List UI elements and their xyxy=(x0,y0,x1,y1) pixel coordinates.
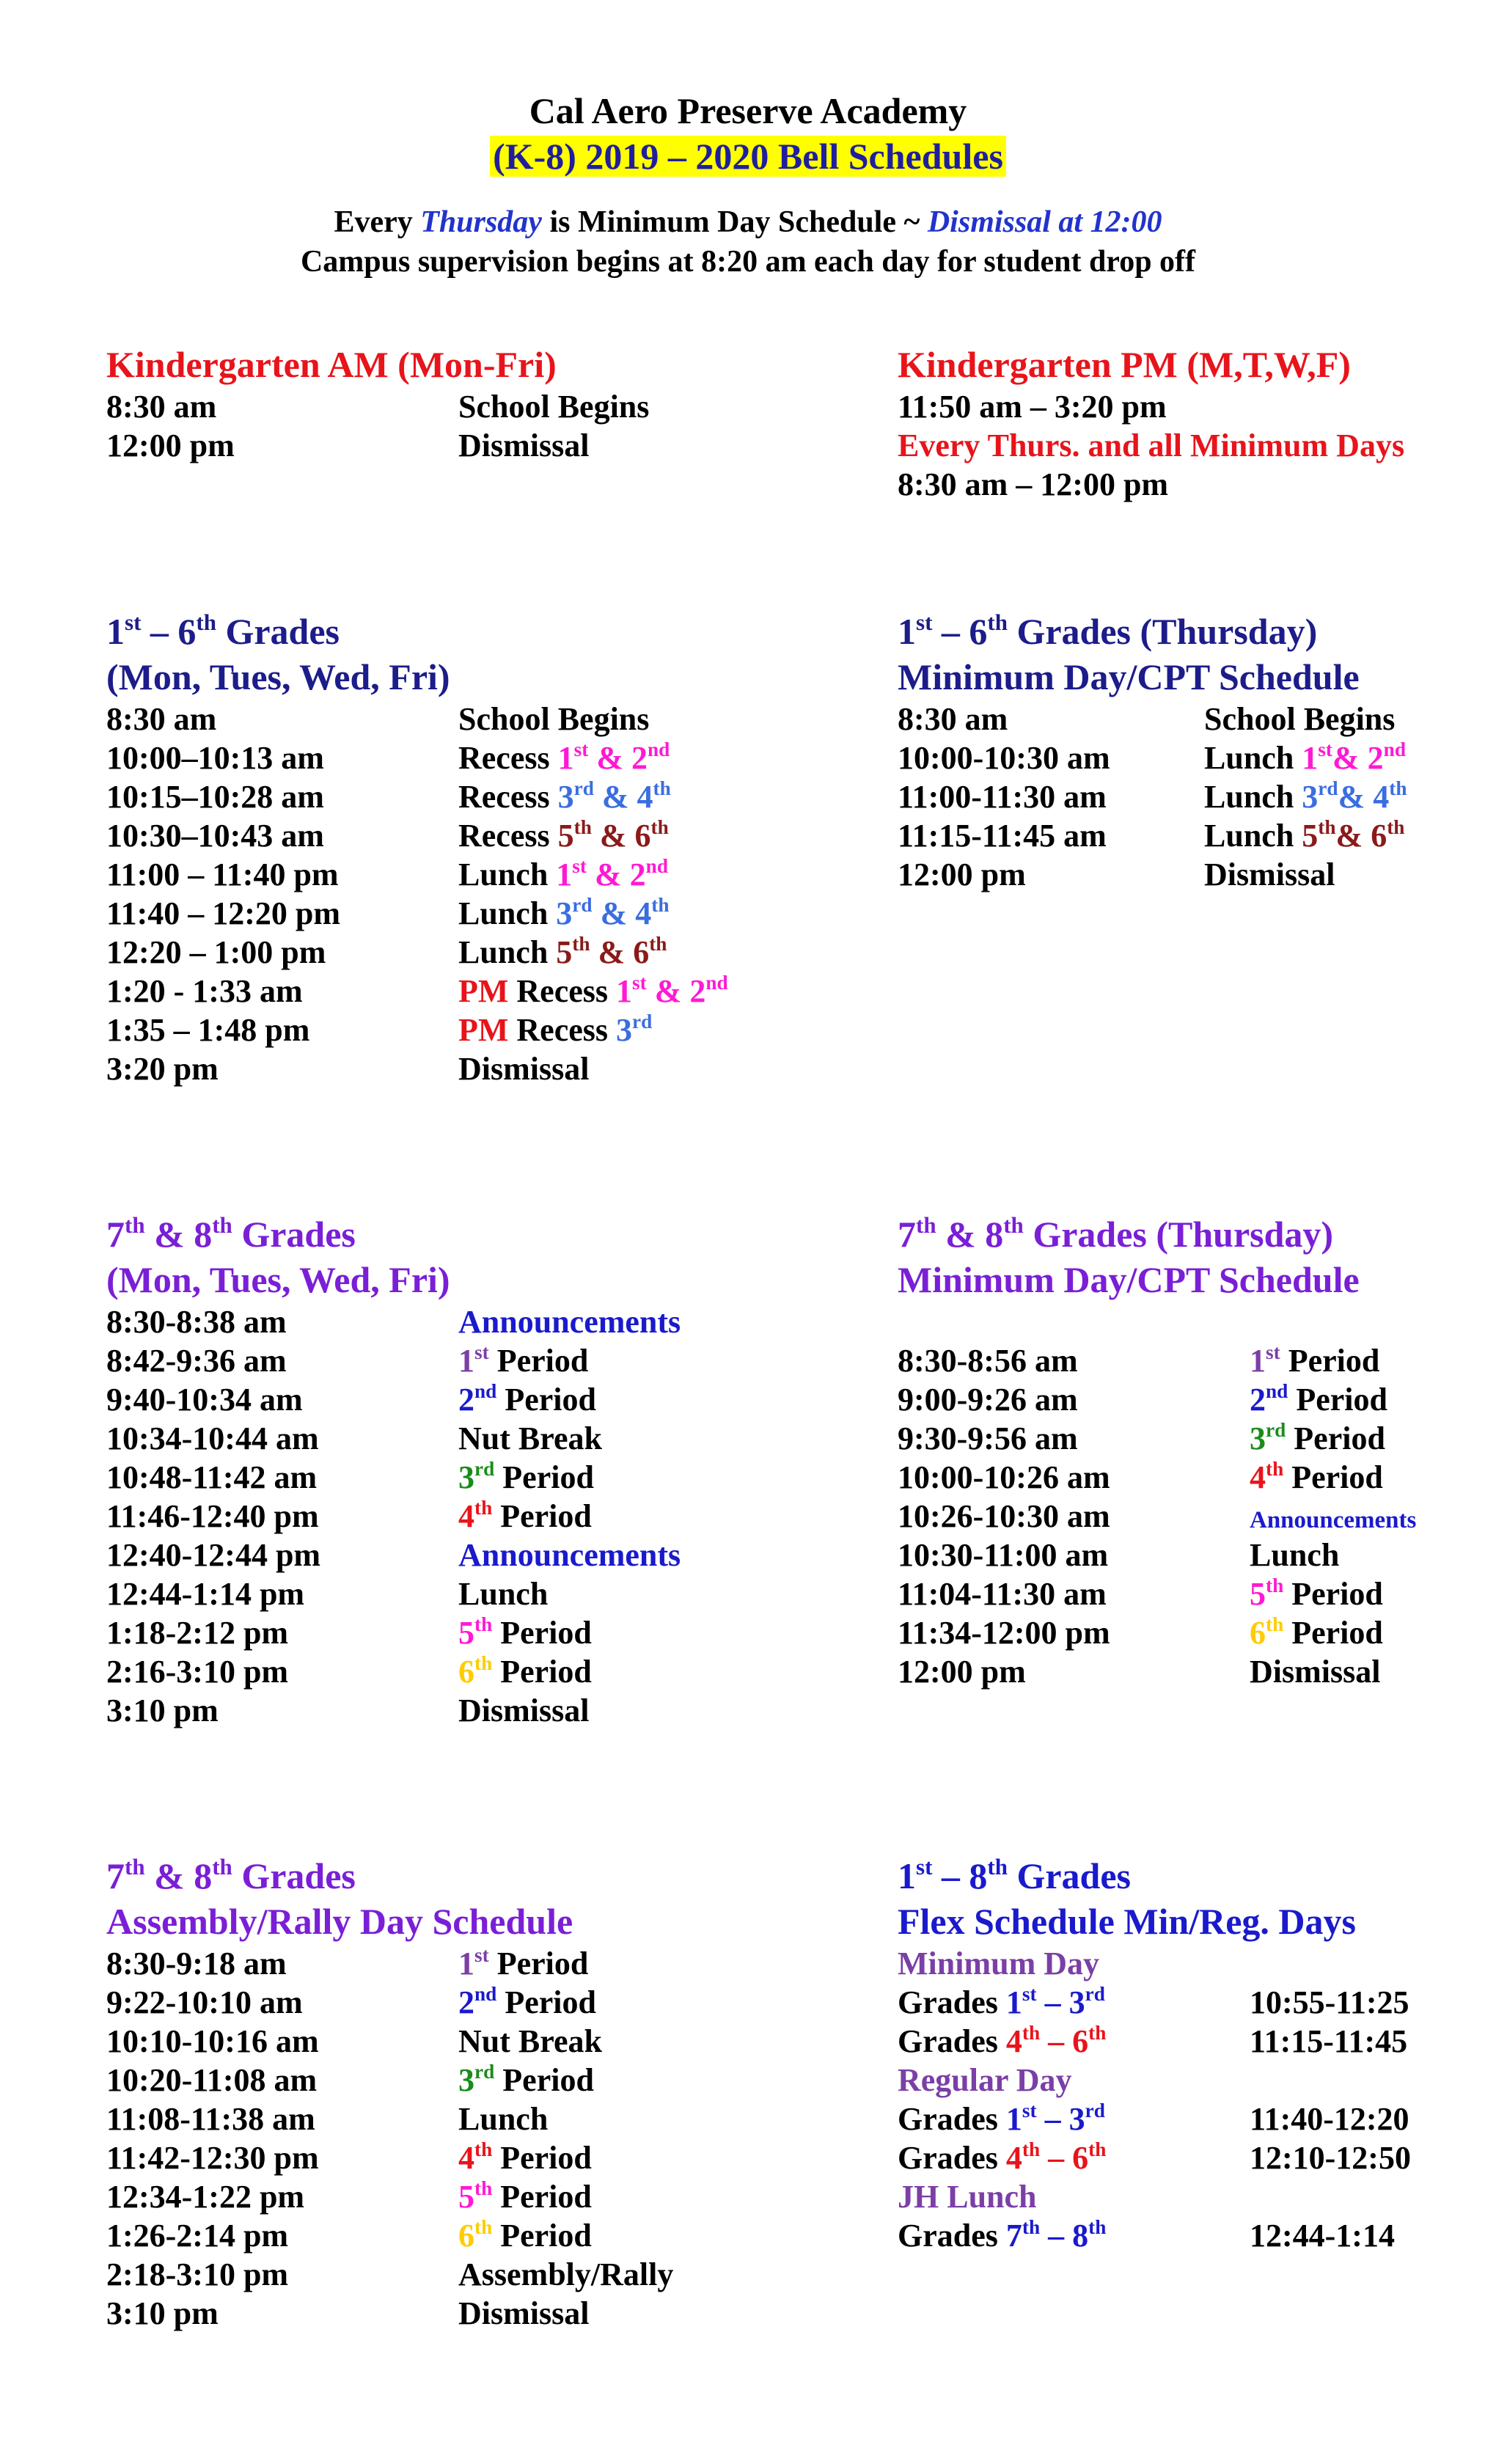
row-time: 2:16-3:10 pm xyxy=(106,1654,289,1690)
schedule-row xyxy=(898,777,1484,816)
row-time: 11:40-12:20 xyxy=(1250,2101,1409,2137)
row-time: 10:10-10:16 am xyxy=(106,2023,319,2059)
section-subheading: Minimum Day/CPT Schedule xyxy=(898,656,1360,697)
schedule-row xyxy=(898,1380,1484,1419)
section-heading: 1st – 6th Grades (Thursday) xyxy=(898,609,1318,652)
row-event: Recess 1st & 2nd xyxy=(458,738,670,776)
row-time: 12:44-1:14 xyxy=(1250,2218,1395,2254)
row-event: 1st Period xyxy=(1250,1341,1380,1379)
row-event: 5th Period xyxy=(458,1613,592,1651)
schedule-row xyxy=(898,1536,1484,1574)
row-event: Dismissal xyxy=(1204,857,1335,892)
row-event: 6th Period xyxy=(458,2216,592,2254)
flex-group-label: Regular Day xyxy=(898,2062,1072,2098)
row-time: 8:30 am xyxy=(898,701,1008,737)
row-grades: Grades 1st – 3rd xyxy=(898,2100,1105,2137)
schedule-row xyxy=(106,700,766,738)
row-time: 8:30 am xyxy=(106,389,217,425)
row-event: Dismissal xyxy=(458,428,590,463)
note-thursday: Thursday xyxy=(420,205,542,239)
schedule-row xyxy=(106,2255,766,2294)
schedule-row xyxy=(106,2061,766,2100)
schedule-row xyxy=(898,2022,1484,2061)
schedule-row xyxy=(898,1652,1484,1691)
row-time: 12:10-12:50 xyxy=(1250,2140,1411,2176)
schedule-row xyxy=(898,1497,1484,1536)
schedule-row xyxy=(106,1380,766,1419)
note-dismissal: Dismissal at 12:00 xyxy=(927,205,1162,239)
schedule-row xyxy=(106,1302,766,1341)
row-time: 11:46-12:40 pm xyxy=(106,1498,319,1534)
row-time: 12:00 pm xyxy=(898,1654,1026,1690)
row-time: 3:20 pm xyxy=(106,1051,219,1087)
schedule-row xyxy=(106,1011,766,1049)
row-time: 8:42-9:36 am xyxy=(106,1343,287,1379)
row-event: Lunch xyxy=(458,1576,549,1612)
section-heading: 1st – 8th Grades xyxy=(898,1853,1132,1896)
spacer xyxy=(898,1302,1484,1341)
row-grades: Grades 4th – 6th xyxy=(898,2138,1107,2176)
row-time: 11:15-11:45 xyxy=(1250,2023,1408,2059)
row-event: Dismissal xyxy=(458,1693,590,1728)
row-grades: Grades 7th – 8th xyxy=(898,2216,1107,2254)
section-heading: 1st – 6th Grades xyxy=(106,609,340,652)
schedule-row xyxy=(106,816,766,855)
section-subheading: Assembly/Rally Day Schedule xyxy=(106,1901,573,1942)
row-time: 1:20 - 1:33 am xyxy=(106,973,303,1009)
schedule-row xyxy=(106,2294,766,2333)
row-event: Recess 3rd & 4th xyxy=(458,777,671,815)
row-time: 12:20 – 1:00 pm xyxy=(106,934,326,970)
row-event: Lunch 5th& 6th xyxy=(1204,816,1405,854)
row-event: 1st Period xyxy=(458,1944,589,1981)
row-time: 11:08-11:38 am xyxy=(106,2101,315,2137)
schedule-row xyxy=(106,933,766,972)
row-time: 12:00 pm xyxy=(898,857,1026,892)
row-event: 1st Period xyxy=(458,1341,589,1379)
minimum-day-note xyxy=(0,202,1496,242)
row-event: Dismissal xyxy=(1250,1654,1381,1690)
row-time: 10:00-10:30 am xyxy=(898,740,1110,776)
schedule-row xyxy=(106,1419,766,1458)
row-time: 2:18-3:10 pm xyxy=(106,2256,289,2292)
schedule-row xyxy=(898,1983,1484,2022)
row-time: 10:00-10:26 am xyxy=(898,1459,1110,1495)
row-time: 8:30-8:56 am xyxy=(898,1343,1078,1379)
kindergarten-am-section xyxy=(106,342,766,465)
row-time: 11:40 – 12:20 pm xyxy=(106,895,340,931)
section-subheading: Minimum Day/CPT Schedule xyxy=(898,1259,1360,1300)
row-event: 5th Period xyxy=(458,2177,592,2215)
row-event: School Begins xyxy=(1204,701,1396,737)
row-time: 11:00-11:30 am xyxy=(898,779,1107,815)
row-time: 3:10 pm xyxy=(106,1693,219,1728)
row-event: School Begins xyxy=(458,701,650,737)
row-event: Announcements xyxy=(458,1304,681,1340)
row-time: 1:35 – 1:48 pm xyxy=(106,1012,310,1048)
page-title: Cal Aero Preserve Academy xyxy=(529,90,967,131)
row-time: 12:34-1:22 pm xyxy=(106,2179,305,2215)
section-heading: 7th & 8th Grades xyxy=(106,1211,356,1255)
row-event: 3rd Period xyxy=(1250,1419,1385,1456)
schedule-row xyxy=(106,777,766,816)
row-time: 11:00 – 11:40 pm xyxy=(106,857,339,892)
grades-7-8-thursday-section xyxy=(898,1211,1484,1691)
row-event: 3rd Period xyxy=(458,2061,594,2098)
section-heading: 7th & 8th Grades xyxy=(106,1853,356,1896)
schedule-row xyxy=(898,1341,1484,1380)
schedule-row xyxy=(106,1983,766,2022)
row-time: 8:30-9:18 am xyxy=(106,1946,287,1981)
row-event: Dismissal xyxy=(458,1051,590,1087)
section-subheading: (Mon, Tues, Wed, Fri) xyxy=(106,1259,450,1300)
supervision-note: Campus supervision begins at 8:20 am each day for student drop off xyxy=(300,245,1196,279)
schedule-row xyxy=(898,1574,1484,1613)
row-time: 10:30-11:00 am xyxy=(898,1537,1109,1573)
schedule-row xyxy=(106,1613,766,1652)
schedule-row xyxy=(106,1652,766,1691)
schedule-row xyxy=(898,855,1484,894)
row-event: Announcements xyxy=(1250,1507,1417,1533)
row-event: Nut Break xyxy=(458,2023,602,2059)
row-event: 4th Period xyxy=(458,2138,592,2176)
schedule-row xyxy=(898,1613,1484,1652)
row-event: School Begins xyxy=(458,389,650,425)
row-time: 3:10 pm xyxy=(106,2295,219,2331)
row-time: 10:20-11:08 am xyxy=(106,2062,318,2098)
row-time: 10:00–10:13 am xyxy=(106,740,324,776)
row-time: 12:00 pm xyxy=(106,428,235,463)
row-time: 9:40-10:34 am xyxy=(106,1382,303,1418)
row-time: 11:15-11:45 am xyxy=(898,818,1107,854)
row-event: 2nd Period xyxy=(458,1983,596,2020)
schedule-row xyxy=(106,1574,766,1613)
section-subheading: Flex Schedule Min/Reg. Days xyxy=(898,1901,1356,1942)
grades-1-6-thursday-section xyxy=(898,609,1484,894)
row-event: 4th Period xyxy=(458,1497,592,1534)
row-time: 9:00-9:26 am xyxy=(898,1382,1078,1418)
row-time: 11:04-11:30 am xyxy=(898,1576,1107,1612)
row-grades: Grades 1st – 3rd xyxy=(898,1983,1105,2020)
grades-1-6-section xyxy=(106,609,766,1088)
row-event: Lunch 3rd & 4th xyxy=(458,894,670,931)
row-event: PM Recess 1st & 2nd xyxy=(458,972,728,1009)
grades-7-8-section xyxy=(106,1211,766,1730)
schedule-row xyxy=(106,1458,766,1497)
row-time: 12:44-1:14 pm xyxy=(106,1576,305,1612)
flex-schedule-section xyxy=(898,1853,1484,2255)
row-event: 2nd Period xyxy=(458,1380,596,1418)
schedule-row xyxy=(106,738,766,777)
row-event: Nut Break xyxy=(458,1420,602,1456)
schedule-row xyxy=(106,2100,766,2138)
row-event: 6th Period xyxy=(458,1652,592,1690)
row-time: 9:30-9:56 am xyxy=(898,1420,1078,1456)
schedule-row xyxy=(106,1536,766,1574)
schedule-row xyxy=(106,1341,766,1380)
schedule-row xyxy=(898,2138,1484,2177)
schedule-row xyxy=(106,2177,766,2216)
row-event: PM Recess 3rd xyxy=(458,1011,653,1048)
page-subtitle-wrap xyxy=(0,133,1496,179)
schedule-row xyxy=(898,1458,1484,1497)
row-time: 10:30–10:43 am xyxy=(106,818,324,854)
schedule-row xyxy=(106,855,766,894)
schedule-row xyxy=(106,972,766,1011)
row-note: Every Thurs. and all Minimum Days xyxy=(898,428,1405,463)
row-event: 4th Period xyxy=(1250,1458,1383,1495)
row-time: 10:48-11:42 am xyxy=(106,1459,318,1495)
schedule-row xyxy=(898,700,1484,738)
row-time: 11:42-12:30 pm xyxy=(106,2140,319,2176)
row-time: 11:34-12:00 pm xyxy=(898,1615,1110,1651)
row-event: Assembly/Rally xyxy=(458,2256,674,2292)
flex-group-label: Minimum Day xyxy=(898,1946,1099,1981)
row-event: Lunch 1st & 2nd xyxy=(458,855,668,892)
row-event: Dismissal xyxy=(458,2295,590,2331)
row-event: 6th Period xyxy=(1250,1613,1383,1651)
row-event: 2nd Period xyxy=(1250,1380,1387,1418)
row-time: 8:30 am – 12:00 pm xyxy=(898,466,1169,502)
schedule-row xyxy=(898,1419,1484,1458)
row-time: 10:34-10:44 am xyxy=(106,1420,319,1456)
page-subtitle: (K-8) 2019 – 2020 Bell Schedules xyxy=(490,136,1006,177)
schedule-row xyxy=(898,387,1484,426)
schedule-row xyxy=(106,1497,766,1536)
schedule-row xyxy=(106,2216,766,2255)
row-time: 10:15–10:28 am xyxy=(106,779,324,815)
schedule-row xyxy=(898,465,1484,504)
row-time: 1:18-2:12 pm xyxy=(106,1615,289,1651)
schedule-row xyxy=(898,816,1484,855)
schedule-row xyxy=(106,1691,766,1730)
schedule-row xyxy=(898,2216,1484,2255)
section-subheading: (Mon, Tues, Wed, Fri) xyxy=(106,656,450,697)
row-grades: Grades 4th – 6th xyxy=(898,2022,1107,2059)
row-time: 8:30 am xyxy=(106,701,217,737)
schedule-row xyxy=(106,2138,766,2177)
row-time: 1:26-2:14 pm xyxy=(106,2218,289,2254)
row-event: Announcements xyxy=(458,1537,681,1573)
flex-group-label: JH Lunch xyxy=(898,2179,1037,2215)
section-heading: Kindergarten PM (M,T,W,F) xyxy=(898,344,1351,385)
schedule-row xyxy=(106,1049,766,1088)
row-time: 8:30-8:38 am xyxy=(106,1304,287,1340)
row-event: 5th Period xyxy=(1250,1574,1383,1612)
schedule-row xyxy=(898,738,1484,777)
row-event: Lunch 1st& 2nd xyxy=(1204,738,1406,776)
schedule-row xyxy=(106,894,766,933)
section-heading: 7th & 8th Grades (Thursday) xyxy=(898,1211,1334,1255)
row-time: 10:26-10:30 am xyxy=(898,1498,1110,1534)
schedule-row xyxy=(106,2022,766,2061)
row-event: Lunch 5th & 6th xyxy=(458,933,667,970)
row-event: Lunch 3rd& 4th xyxy=(1204,777,1407,815)
note-text-2: is Minimum Day Schedule ~ xyxy=(541,205,928,239)
schedule-row xyxy=(106,1944,766,1983)
row-time: 12:40-12:44 pm xyxy=(106,1537,321,1573)
row-time: 10:55-11:25 xyxy=(1250,1984,1409,2020)
row-event: Recess 5th & 6th xyxy=(458,816,669,854)
row-time: 9:22-10:10 am xyxy=(106,1984,303,2020)
row-event: Lunch xyxy=(1250,1537,1340,1573)
kindergarten-pm-section xyxy=(898,342,1484,504)
section-heading: Kindergarten AM (Mon-Fri) xyxy=(106,344,557,385)
row-time: 11:50 am – 3:20 pm xyxy=(898,389,1167,425)
note-text-1: Every xyxy=(334,205,421,239)
schedule-row xyxy=(106,426,766,465)
schedule-row xyxy=(898,2100,1484,2138)
assembly-rally-section xyxy=(106,1853,766,2333)
row-event: 3rd Period xyxy=(458,1458,594,1495)
row-event: Lunch xyxy=(458,2101,549,2137)
schedule-row xyxy=(106,387,766,426)
schedule-note xyxy=(898,426,1484,465)
